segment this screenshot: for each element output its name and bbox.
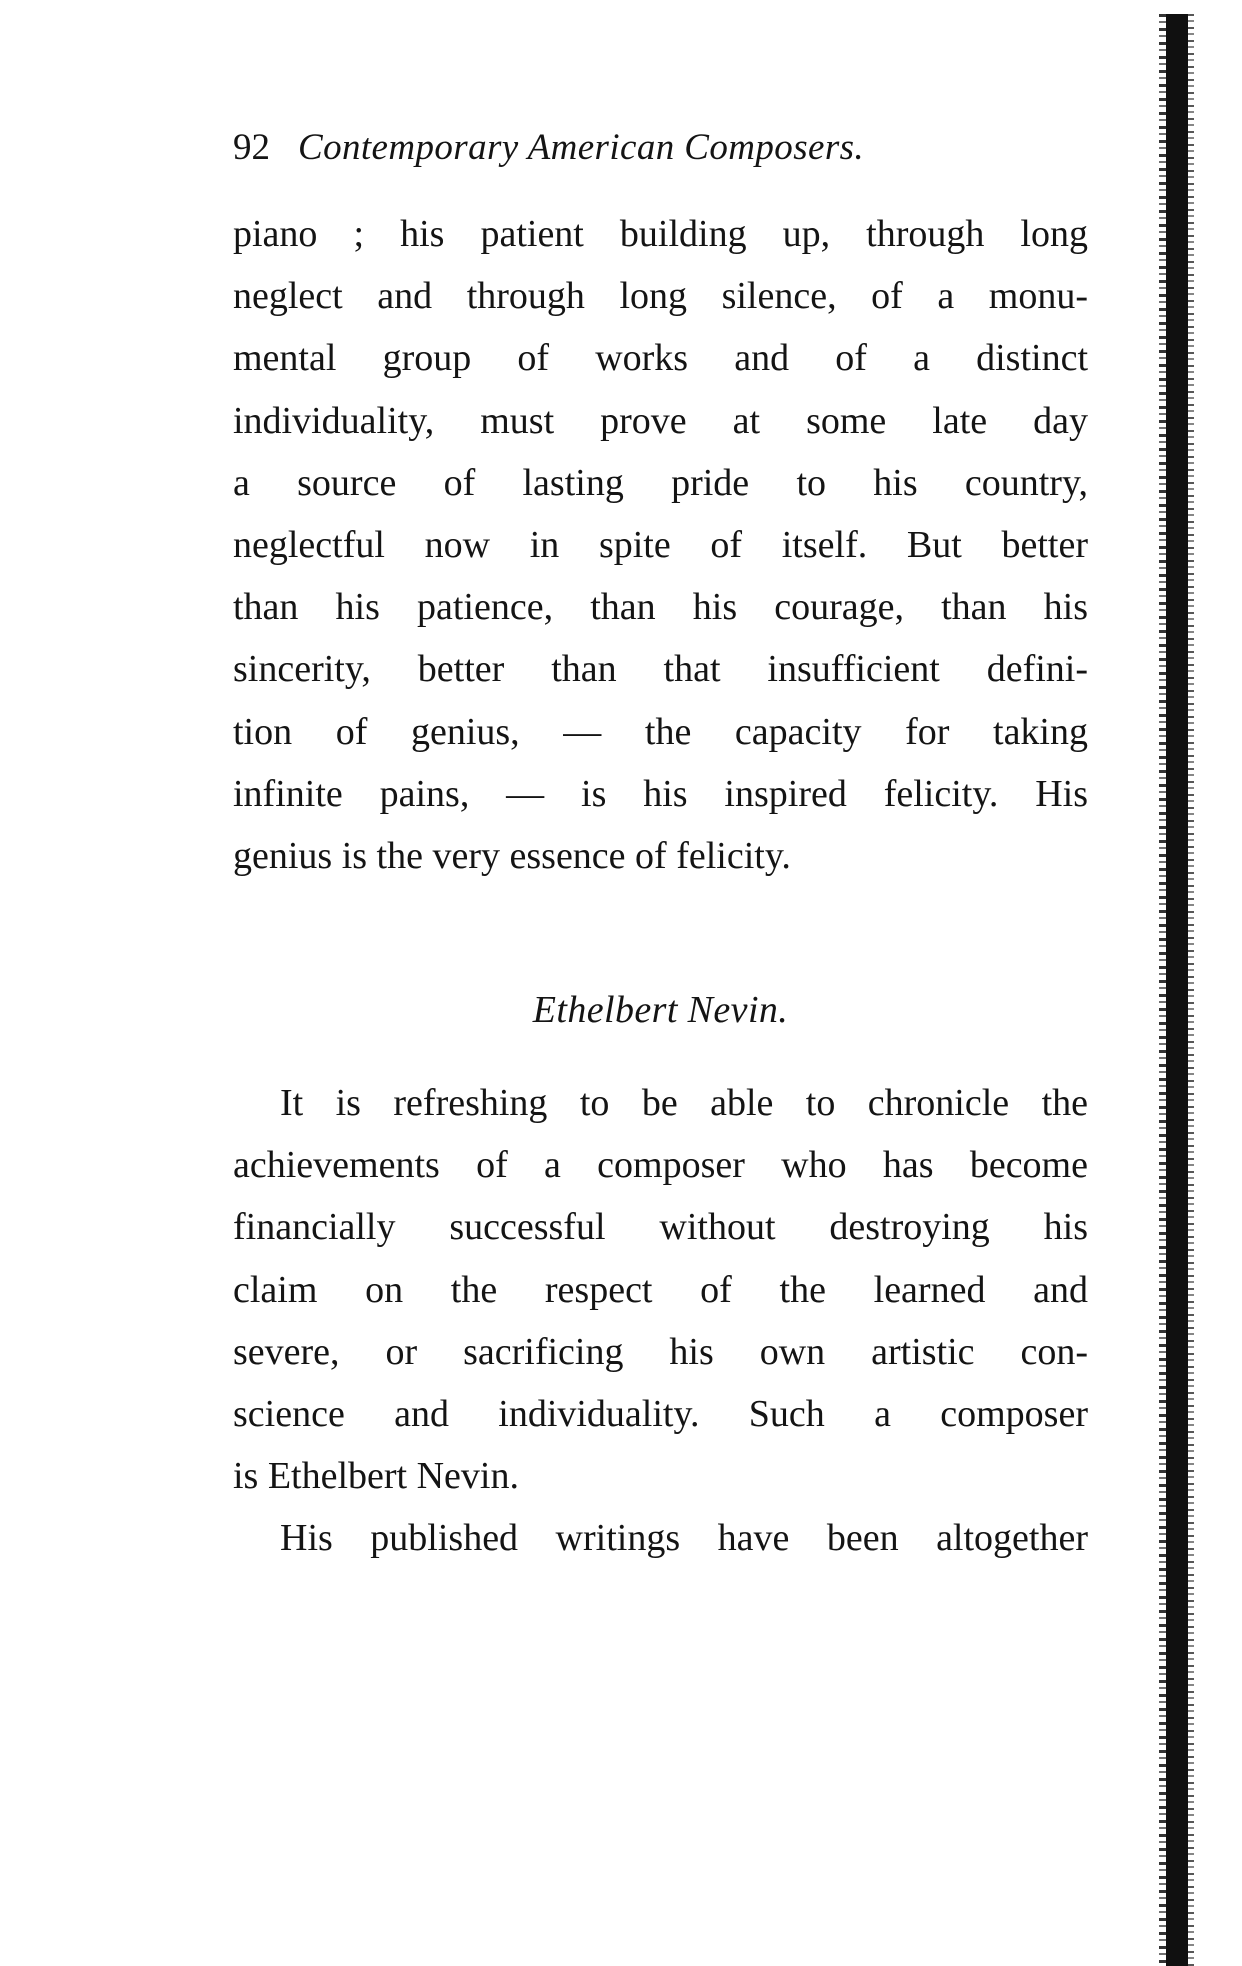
- text-line: It is refreshing to be able to chronicle the: [280, 1082, 1088, 1124]
- binding-shadow: [1166, 14, 1188, 1966]
- text-line: severe, or sacrificing his own artistic con-: [233, 1330, 1088, 1373]
- text-line: individuality, must prove at some late day: [233, 399, 1088, 442]
- page-number: 92: [233, 127, 270, 168]
- text-line: a source of lasting pride to his country,: [233, 461, 1088, 504]
- text-line: financially successful without destroying his: [233, 1206, 1088, 1249]
- text-line: His published writings have been altogether: [280, 1517, 1088, 1559]
- text-line: neglectful now in spite of itself. But better: [233, 523, 1088, 566]
- text-line: piano ; his patient building up, through long: [233, 213, 1088, 255]
- text-line: tion of genius, — the capacity for taking: [233, 710, 1088, 753]
- paragraph: [233, 1072, 1088, 1507]
- text-line: claim on the respect of the learned and: [233, 1268, 1088, 1311]
- paragraph-continued: [233, 203, 1088, 887]
- text-line: neglect and through long silence, of a monu-: [233, 275, 1088, 318]
- text-line: science and individuality. Such a composer: [233, 1392, 1088, 1435]
- text-line: is Ethelbert Nevin.: [233, 1455, 519, 1498]
- running-head: [233, 118, 864, 178]
- running-head-title: Contemporary American Composers.: [298, 127, 865, 168]
- text-line: infinite pains, — is his inspired felicity. His: [233, 772, 1088, 815]
- paragraph: [233, 1507, 1088, 1569]
- text-line: genius is the very essence of felicity.: [233, 834, 791, 877]
- text-line: mental group of works and of a distinct: [233, 337, 1088, 380]
- section-heading: Ethelbert Nevin.: [532, 989, 789, 1031]
- text-line: sincerity, better than that insufficient defini-: [233, 648, 1088, 691]
- text-line: than his patience, than his courage, than his: [233, 586, 1088, 629]
- text-line: achievements of a composer who has become: [233, 1144, 1088, 1187]
